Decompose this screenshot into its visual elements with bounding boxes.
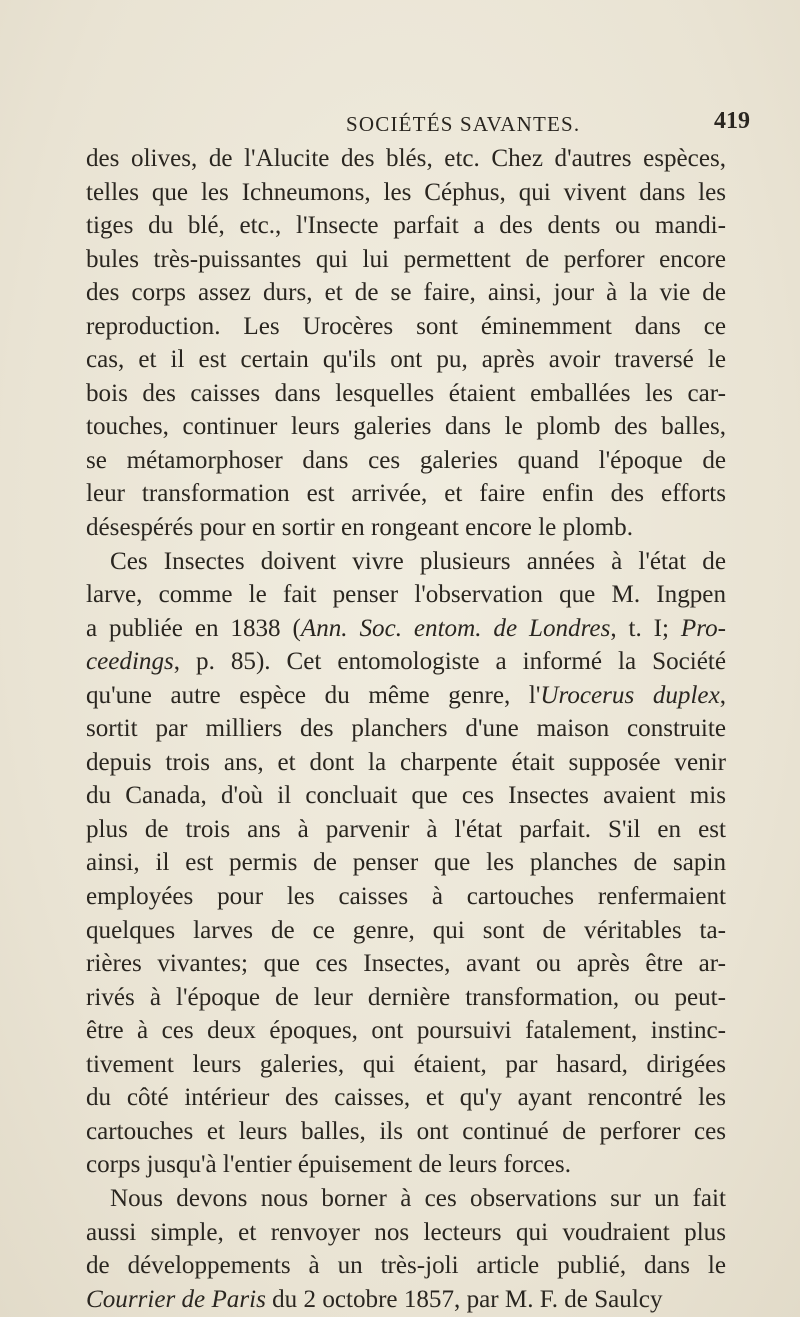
text-line	[86, 545, 726, 579]
text-run: aussi simple, et renvoyer nos lecteurs qui voudraient plus	[86, 1218, 726, 1246]
italic-text: ceedings	[86, 648, 174, 676]
text-line	[86, 846, 726, 880]
text-run: des corps assez durs, et de se faire, ainsi, jour à la vie de	[86, 279, 726, 307]
text-line	[86, 343, 726, 377]
text-line	[86, 410, 726, 444]
text-line	[86, 712, 726, 746]
text-run: se métamorphoser dans ces galeries quand l'époque de	[86, 446, 726, 474]
text-line	[86, 578, 726, 612]
text-run: tiges du blé, etc., l'Insecte parfait a des dents ou mandi-	[86, 212, 726, 240]
text-line	[86, 1216, 726, 1250]
page-header	[0, 108, 800, 142]
text-line	[86, 142, 726, 176]
text-line	[86, 1014, 726, 1048]
text-run: touches, continuer leurs galeries dans le plomb des balles,	[86, 413, 726, 441]
text-run: depuis trois ans, et dont la charpente était supposée venir	[86, 748, 726, 776]
text-run: reproduction. Les Urocères sont éminemment dans ce	[86, 312, 726, 340]
text-run: corps jusqu'à l'entier épuisement de leurs forces.	[86, 1151, 571, 1179]
text-line	[86, 377, 726, 411]
text-line	[86, 444, 726, 478]
text-line	[86, 813, 726, 847]
text-run: cas, et il est certain qu'ils ont pu, après avoir traversé le	[86, 346, 726, 374]
body-text	[86, 142, 726, 1316]
text-run: cartouches et leurs balles, ils ont continué de perforer ces	[86, 1117, 726, 1145]
text-line	[86, 310, 726, 344]
text-line	[86, 1283, 726, 1317]
page-number: 419	[714, 108, 750, 134]
text-run: des olives, de l'Alucite des blés, etc. Chez d'autres espèces,	[86, 145, 726, 172]
text-run: désespérés pour en sortir en rongeant encore le plomb.	[86, 514, 633, 542]
text-line	[86, 645, 726, 679]
text-run: ainsi, il est permis de penser que les planches de sapin	[86, 849, 726, 877]
italic-text: Ann. Soc. entom. de Londres	[300, 614, 611, 642]
italic-text: Urocerus duplex	[540, 681, 720, 709]
text-line	[86, 243, 726, 277]
text-run: du Canada, d'où il concluait que ces Insectes avaient mis	[86, 782, 726, 810]
text-line	[86, 1115, 726, 1149]
text-line	[86, 176, 726, 210]
running-head: SOCIÉTÉS SAVANTES.	[346, 112, 581, 136]
text-line	[86, 477, 726, 511]
text-line	[86, 1182, 726, 1216]
text-line	[86, 779, 726, 813]
text-line	[86, 276, 726, 310]
text-line	[86, 679, 726, 713]
text-run: rières vivantes; que ces Insectes, avant ou après être ar-	[86, 950, 726, 978]
text-run: bois des caisses dans lesquelles étaient emballées les car-	[86, 379, 726, 407]
text-run: , t. I;	[610, 614, 681, 642]
text-run: Ces Insectes doivent vivre plusieurs années à l'état de	[110, 547, 726, 575]
text-line	[86, 1048, 726, 1082]
text-run: a publiée en 1838 (	[86, 614, 301, 642]
text-run: quelques larves de ce genre, qui sont de véritables ta-	[86, 916, 726, 944]
text-run: employées pour les caisses à cartouches renfermaient	[86, 883, 726, 911]
text-run: être à ces deux époques, ont poursuivi fatalement, instinc-	[86, 1017, 726, 1045]
text-run: tivement leurs galeries, qui étaient, par hasard, dirigées	[86, 1050, 726, 1078]
text-line	[86, 1148, 726, 1182]
text-line	[86, 914, 726, 948]
text-line	[86, 981, 726, 1015]
text-run: leur transformation est arrivée, et faire enfin des efforts	[86, 480, 726, 508]
text-line	[86, 1081, 726, 1115]
text-run: rivés à l'époque de leur dernière transformation, ou peut-	[86, 983, 726, 1011]
text-line	[86, 880, 726, 914]
text-line	[86, 947, 726, 981]
text-run: du 2 octobre 1857, par M. F. de Saulcy	[265, 1285, 663, 1313]
text-run: Nous devons nous borner à ces observations sur un fait	[110, 1184, 726, 1212]
text-run: telles que les Ichneumons, les Céphus, qui vivent dans les	[86, 178, 726, 206]
text-line	[86, 612, 726, 646]
text-run: qu'une autre espèce du même genre, l'	[86, 681, 541, 709]
text-run: bules très-puissantes qui lui permettent de perforer encore	[86, 245, 726, 273]
text-run: sortit par milliers des planchers d'une maison construite	[86, 715, 726, 743]
text-run: larve, comme le fait penser l'observation que M. Ingpen	[86, 581, 726, 609]
text-run: ,	[719, 681, 726, 709]
italic-text: Pro-	[680, 614, 726, 642]
text-line	[86, 746, 726, 780]
text-run: , p. 85). Cet entomologiste a informé la Société	[173, 648, 726, 676]
text-line	[86, 209, 726, 243]
text-run: de développements à un très-joli article publié, dans le	[86, 1252, 726, 1280]
text-line	[86, 1249, 726, 1283]
text-run: plus de trois ans à parvenir à l'état parfait. S'il en est	[86, 815, 726, 843]
text-run: du côté intérieur des caisses, et qu'y ayant rencontré les	[86, 1084, 726, 1112]
italic-text: Courrier de Paris	[86, 1285, 266, 1313]
text-line	[86, 511, 726, 545]
